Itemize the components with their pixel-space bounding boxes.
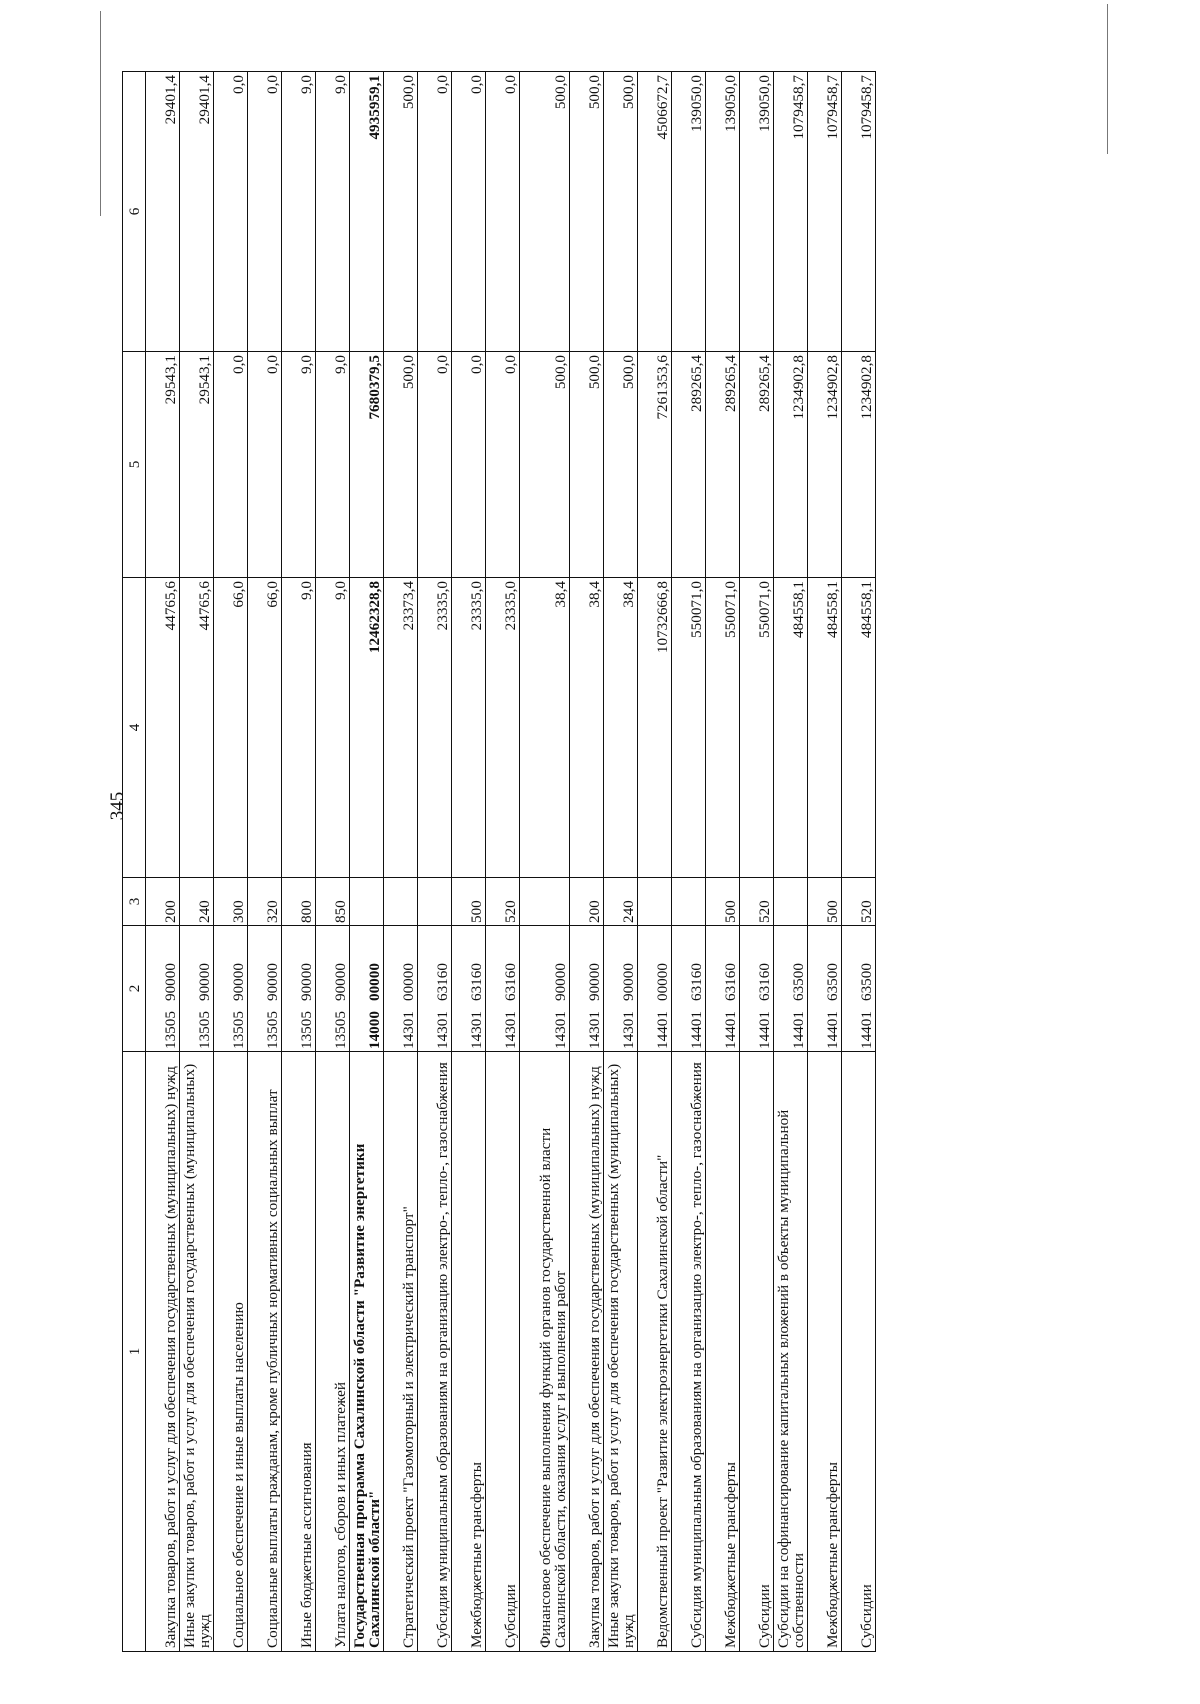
amount-cell-col5: 0,0 (418, 352, 452, 578)
expense-type-cell: 500 (452, 878, 486, 926)
target-article-direction-code: 90000 (620, 963, 637, 1001)
target-article-program-code: 13505 (298, 1011, 315, 1049)
amount-cell-col6: 4935959,1 (350, 72, 384, 352)
amount-cell-col5: 0,0 (248, 352, 282, 578)
target-article-cell (418, 926, 452, 1052)
row-name-cell: Иные бюджетные ассигнования (282, 1052, 316, 1652)
row-name-cell: Финансовое обеспечение выполнения функций органов государственной власти Сахалинской области, оказания услуг и выполнения работ (520, 1052, 570, 1652)
column-header: 3 (123, 878, 146, 926)
amount-cell-col4: 66,0 (248, 578, 282, 878)
expense-type-cell (384, 878, 418, 926)
target-article-cell (180, 926, 214, 1052)
expense-type-cell (638, 878, 672, 926)
target-article-direction-code: 90000 (586, 963, 603, 1001)
amount-cell-col6: 1079458,7 (842, 72, 876, 352)
amount-cell-col5: 7261353,6 (638, 352, 672, 578)
target-article-cell (740, 926, 774, 1052)
amount-cell-col6: 9,0 (282, 72, 316, 352)
target-article-program-code: 14401 (722, 1011, 739, 1049)
expense-type-cell: 520 (486, 878, 520, 926)
target-article-cell (672, 926, 706, 1052)
target-article-cell (604, 926, 638, 1052)
target-article-cell (316, 926, 350, 1052)
expense-type-cell: 240 (180, 878, 214, 926)
table-row (808, 72, 842, 1652)
target-article-direction-code: 90000 (196, 963, 213, 1001)
target-article-program-code: 13505 (230, 1011, 247, 1049)
target-article-direction-code: 90000 (332, 963, 349, 1001)
budget-allocation-table (122, 71, 876, 1652)
expense-type-cell (418, 878, 452, 926)
amount-cell-col4: 44765,6 (146, 578, 180, 878)
table-row (638, 72, 672, 1652)
amount-cell-col5: 1234902,8 (774, 352, 808, 578)
expense-type-cell (672, 878, 706, 926)
target-article-direction-code: 90000 (230, 963, 247, 1001)
amount-cell-col5: 7680379,5 (350, 352, 384, 578)
target-article-program-code: 14301 (552, 1011, 569, 1049)
expense-type-cell: 300 (214, 878, 248, 926)
target-article-direction-code: 63160 (468, 963, 485, 1001)
amount-cell-col4: 38,4 (604, 578, 638, 878)
amount-cell-col6: 1079458,7 (808, 72, 842, 352)
table-row (740, 72, 774, 1652)
target-article-direction-code: 63500 (824, 963, 841, 1001)
amount-cell-col5: 0,0 (486, 352, 520, 578)
row-name-cell: Межбюджетные трансферты (452, 1052, 486, 1652)
target-article-cell (842, 926, 876, 1052)
expense-type-cell: 500 (808, 878, 842, 926)
row-name-cell: Иные закупки товаров, работ и услуг для обеспечения государственных (муниципальных) нужд (604, 1052, 638, 1652)
expense-type-cell: 500 (706, 878, 740, 926)
row-name-cell: Стратегический проект "Газомоторный и электрический транспорт" (384, 1052, 418, 1652)
target-article-cell (774, 926, 808, 1052)
row-name-cell: Субсидия муниципальным образованиям на организацию электро-, тепло-, газоснабжения (418, 1052, 452, 1652)
expense-type-cell (520, 878, 570, 926)
target-article-program-code: 13505 (264, 1011, 281, 1049)
scan-artifact-line (100, 11, 101, 216)
table-row (418, 72, 452, 1652)
amount-cell-col5: 500,0 (570, 352, 604, 578)
amount-cell-col6: 139050,0 (706, 72, 740, 352)
row-name-cell: Межбюджетные трансферты (706, 1052, 740, 1652)
amount-cell-col4: 23335,0 (486, 578, 520, 878)
expense-type-cell: 200 (146, 878, 180, 926)
target-article-cell (384, 926, 418, 1052)
target-article-direction-code: 63160 (722, 963, 739, 1001)
target-article-program-code: 14301 (620, 1011, 637, 1049)
column-number-row (123, 72, 146, 1652)
expense-type-cell (350, 878, 384, 926)
row-name-cell: Ведомственный проект "Развитие электроэнергетики Сахалинской области" (638, 1052, 672, 1652)
amount-cell-col6: 9,0 (316, 72, 350, 352)
target-article-direction-code: 90000 (298, 963, 315, 1001)
amount-cell-col6: 500,0 (570, 72, 604, 352)
target-article-program-code: 14401 (756, 1011, 773, 1049)
amount-cell-col4: 23335,0 (452, 578, 486, 878)
expense-type-cell: 850 (316, 878, 350, 926)
target-article-direction-code: 90000 (162, 963, 179, 1001)
amount-cell-col5: 1234902,8 (842, 352, 876, 578)
expense-type-cell: 520 (842, 878, 876, 926)
table-row (146, 72, 180, 1652)
amount-cell-col5: 289265,4 (706, 352, 740, 578)
expense-type-cell: 800 (282, 878, 316, 926)
target-article-cell (808, 926, 842, 1052)
amount-cell-col4: 23373,4 (384, 578, 418, 878)
amount-cell-col6: 139050,0 (740, 72, 774, 352)
target-article-direction-code: 00000 (654, 963, 671, 1001)
amount-cell-col5: 500,0 (384, 352, 418, 578)
amount-cell-col5: 0,0 (452, 352, 486, 578)
target-article-program-code: 13505 (196, 1011, 213, 1049)
target-article-program-code: 14301 (434, 1011, 451, 1049)
amount-cell-col5: 1234902,8 (808, 352, 842, 578)
row-name-cell: Закупка товаров, работ и услуг для обеспечения государственных (муниципальных) нужд (146, 1052, 180, 1652)
amount-cell-col6: 29401,4 (180, 72, 214, 352)
page-number: 345 (107, 791, 128, 821)
row-name-cell: Субсидия муниципальным образованиям на организацию электро-, тепло-, газоснабжения (672, 1052, 706, 1652)
amount-cell-col4: 38,4 (520, 578, 570, 878)
table-row (180, 72, 214, 1652)
target-article-direction-code: 63160 (502, 963, 519, 1001)
amount-cell-col6: 0,0 (214, 72, 248, 352)
target-article-program-code: 14401 (790, 1011, 807, 1049)
target-article-direction-code: 63500 (790, 963, 807, 1001)
row-name-cell: Иные закупки товаров, работ и услуг для обеспечения государственных (муниципальных) нужд (180, 1052, 214, 1652)
target-article-cell (706, 926, 740, 1052)
table-row (570, 72, 604, 1652)
target-article-cell (350, 926, 384, 1052)
row-name-cell: Государственная программа Сахалинской области "Развитие энергетики Сахалинской области" (350, 1052, 384, 1652)
row-name-cell: Субсидии (486, 1052, 520, 1652)
amount-cell-col4: 10732666,8 (638, 578, 672, 878)
table-row (604, 72, 638, 1652)
target-article-direction-code: 63160 (434, 963, 451, 1001)
row-name-cell: Субсидии на софинансирование капитальных вложений в объекты муниципальной собственности (774, 1052, 808, 1652)
amount-cell-col4: 38,4 (570, 578, 604, 878)
row-name-cell: Субсидии (842, 1052, 876, 1652)
target-article-program-code: 14301 (502, 1011, 519, 1049)
column-header: 5 (123, 352, 146, 578)
target-article-cell (486, 926, 520, 1052)
target-article-cell (282, 926, 316, 1052)
target-article-cell (146, 926, 180, 1052)
row-name-cell: Субсидии (740, 1052, 774, 1652)
column-header: 6 (123, 72, 146, 352)
amount-cell-col4: 550071,0 (706, 578, 740, 878)
amount-cell-col5: 9,0 (282, 352, 316, 578)
target-article-program-code: 14000 (366, 1011, 383, 1049)
expense-type-cell (774, 878, 808, 926)
amount-cell-col5: 0,0 (214, 352, 248, 578)
amount-cell-col4: 550071,0 (672, 578, 706, 878)
table-row (520, 72, 570, 1652)
amount-cell-col6: 0,0 (486, 72, 520, 352)
expense-type-cell: 320 (248, 878, 282, 926)
target-article-direction-code: 63160 (756, 963, 773, 1001)
amount-cell-col5: 29543,1 (146, 352, 180, 578)
expense-type-cell: 200 (570, 878, 604, 926)
table-row (214, 72, 248, 1652)
row-name-cell: Социальные выплаты гражданам, кроме публичных нормативных социальных выплат (248, 1052, 282, 1652)
expense-type-cell: 520 (740, 878, 774, 926)
target-article-cell (570, 926, 604, 1052)
amount-cell-col6: 0,0 (418, 72, 452, 352)
amount-cell-col5: 500,0 (520, 352, 570, 578)
target-article-program-code: 13505 (332, 1011, 349, 1049)
row-name-cell: Межбюджетные трансферты (808, 1052, 842, 1652)
target-article-cell (248, 926, 282, 1052)
target-article-program-code: 14301 (468, 1011, 485, 1049)
target-article-program-code: 14401 (824, 1011, 841, 1049)
amount-cell-col4: 12462328,8 (350, 578, 384, 878)
target-article-program-code: 14401 (858, 1011, 875, 1049)
target-article-cell (638, 926, 672, 1052)
table-row (350, 72, 384, 1652)
target-article-direction-code: 00000 (400, 963, 417, 1001)
column-header: 4 (123, 578, 146, 878)
amount-cell-col5: 289265,4 (740, 352, 774, 578)
target-article-cell (452, 926, 486, 1052)
amount-cell-col4: 66,0 (214, 578, 248, 878)
amount-cell-col5: 9,0 (316, 352, 350, 578)
target-article-direction-code: 63500 (858, 963, 875, 1001)
column-header: 2 (123, 926, 146, 1052)
table-row (282, 72, 316, 1652)
amount-cell-col5: 29543,1 (180, 352, 214, 578)
amount-cell-col4: 9,0 (282, 578, 316, 878)
amount-cell-col5: 289265,4 (672, 352, 706, 578)
row-name-cell: Социальное обеспечение и иные выплаты населению (214, 1052, 248, 1652)
table-row (248, 72, 282, 1652)
amount-cell-col6: 0,0 (248, 72, 282, 352)
target-article-program-code: 14301 (400, 1011, 417, 1049)
target-article-direction-code: 90000 (264, 963, 281, 1001)
amount-cell-col6: 500,0 (520, 72, 570, 352)
table-row (452, 72, 486, 1652)
target-article-cell (520, 926, 570, 1052)
row-name-cell: Уплата налогов, сборов и иных платежей (316, 1052, 350, 1652)
table-row (706, 72, 740, 1652)
table-row (486, 72, 520, 1652)
table-row (774, 72, 808, 1652)
amount-cell-col6: 139050,0 (672, 72, 706, 352)
amount-cell-col6: 29401,4 (146, 72, 180, 352)
table-row (672, 72, 706, 1652)
row-name-cell: Закупка товаров, работ и услуг для обеспечения государственных (муниципальных) нужд (570, 1052, 604, 1652)
target-article-cell (214, 926, 248, 1052)
target-article-direction-code: 63160 (688, 963, 705, 1001)
amount-cell-col6: 4506672,7 (638, 72, 672, 352)
amount-cell-col6: 0,0 (452, 72, 486, 352)
target-article-program-code: 14401 (654, 1011, 671, 1049)
target-article-program-code: 13505 (162, 1011, 179, 1049)
amount-cell-col6: 500,0 (604, 72, 638, 352)
amount-cell-col4: 23335,0 (418, 578, 452, 878)
amount-cell-col4: 9,0 (316, 578, 350, 878)
column-header: 1 (123, 1052, 146, 1652)
expense-type-cell: 240 (604, 878, 638, 926)
target-article-program-code: 14401 (688, 1011, 705, 1049)
table-row (842, 72, 876, 1652)
table-row (384, 72, 418, 1652)
amount-cell-col4: 44765,6 (180, 578, 214, 878)
amount-cell-col4: 484558,1 (774, 578, 808, 878)
amount-cell-col4: 484558,1 (842, 578, 876, 878)
amount-cell-col4: 550071,0 (740, 578, 774, 878)
amount-cell-col5: 500,0 (604, 352, 638, 578)
amount-cell-col6: 1079458,7 (774, 72, 808, 352)
amount-cell-col4: 484558,1 (808, 578, 842, 878)
target-article-direction-code: 90000 (552, 963, 569, 1001)
table-row (316, 72, 350, 1652)
scan-artifact-line (1107, 4, 1108, 154)
target-article-program-code: 14301 (586, 1011, 603, 1049)
target-article-direction-code: 00000 (366, 963, 383, 1001)
amount-cell-col6: 500,0 (384, 72, 418, 352)
